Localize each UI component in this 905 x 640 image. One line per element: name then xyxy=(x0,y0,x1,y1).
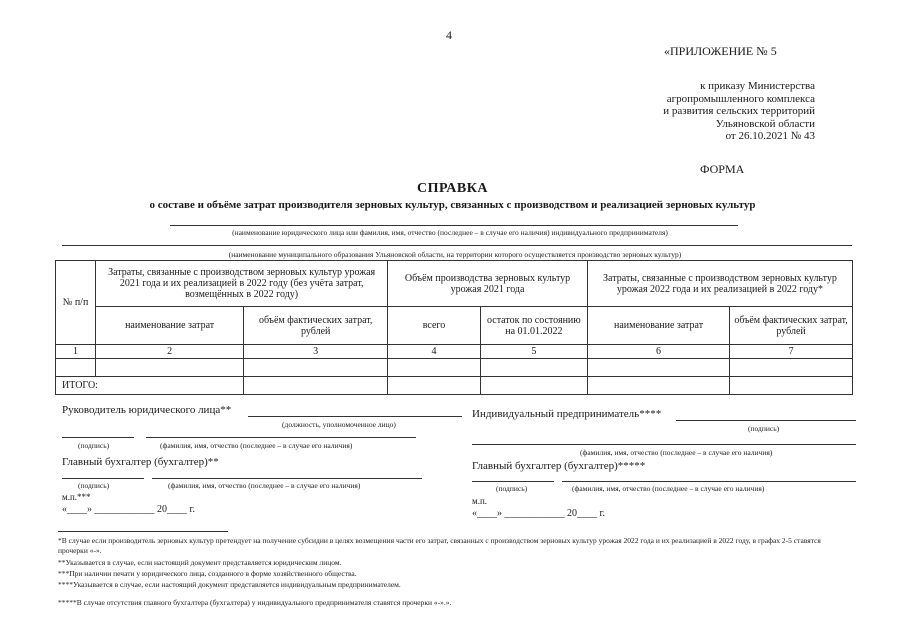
total-cell[interactable] xyxy=(730,377,853,395)
entrepreneur-label: Индивидуальный предприниматель**** xyxy=(472,408,662,420)
municipality-caption: (наименование муниципального образования Ульяновской области, на территории которого осуществляется производство зерновых культур) xyxy=(228,250,682,259)
table-cell[interactable] xyxy=(587,359,729,377)
total-cell[interactable] xyxy=(587,377,729,395)
head-sign-caption: (подпись) xyxy=(78,441,110,450)
municipality-line[interactable] xyxy=(62,245,852,246)
date-left: «____» ____________ 20____ г. xyxy=(62,504,195,515)
col-number: 5 xyxy=(480,345,587,359)
head-name-caption: (фамилия, имя, отчество (последнее – в случае его наличия) xyxy=(160,441,353,450)
col-number: 6 xyxy=(587,345,729,359)
total-cell[interactable] xyxy=(244,377,388,395)
total-row xyxy=(56,377,853,395)
mp-right: м.п. xyxy=(472,496,488,506)
producer-name-line[interactable] xyxy=(170,225,738,226)
footnote-divider xyxy=(58,531,228,532)
mp-left: м.п.*** xyxy=(62,492,91,502)
ent-sign-caption: (подпись) xyxy=(748,424,780,433)
col-number: 1 xyxy=(56,345,96,359)
col-number: 2 xyxy=(96,345,244,359)
table-cell[interactable] xyxy=(480,359,587,377)
ent-name-line[interactable] xyxy=(472,444,856,445)
order-line: Ульяновской области xyxy=(715,117,815,130)
costs-table xyxy=(55,260,853,395)
acc-left-name-line[interactable] xyxy=(152,478,422,479)
col-number: 3 xyxy=(244,345,388,359)
footnote-1: *В случае если производитель зерновых культур претендует на получение субсидии в целях возмещения части его затрат, связанных с производством зерновых культур урожая 2022 года и их реализацией в 2022 году, в графах 2-5 ставятся прочерки «-». xyxy=(58,536,821,555)
footnote-4: ****Указывается в случае, если настоящий документ представляется индивидуальным предпринимателем. xyxy=(58,580,401,589)
order-line: к приказу Министерства xyxy=(700,80,815,92)
sub-total: всего xyxy=(388,307,481,345)
head-label: Руководитель юридического лица** xyxy=(62,404,232,416)
group3-header: Затраты, связанные с производством зерновых культур урожая 2022 года и их реализацией в 2022 году* xyxy=(587,261,852,307)
form-label: ФОРМА xyxy=(700,162,745,176)
accountant-right-label: Главный бухгалтер (бухгалтер)***** xyxy=(472,460,646,472)
acc-left-sign-caption: (подпись) xyxy=(78,481,110,490)
table-cell[interactable] xyxy=(56,359,96,377)
table-cell[interactable] xyxy=(96,359,244,377)
table-row xyxy=(56,359,853,377)
ent-sign-line[interactable] xyxy=(676,420,856,421)
col-number: 7 xyxy=(730,345,853,359)
sub-remainder: остаток по состоянию на 01.01.2022 xyxy=(480,307,587,345)
order-reference xyxy=(555,80,815,143)
acc-right-name-caption: (фамилия, имя, отчество (последнее – в случае его наличия) xyxy=(572,484,765,493)
ent-name-caption: (фамилия, имя, отчество (последнее – в случае его наличия) xyxy=(580,448,773,457)
total-label: ИТОГО: xyxy=(56,377,244,395)
producer-caption: (наименование юридического лица или фамилия, имя, отчество (последнее – в случае его наличия) индивидуального предпринимателя) xyxy=(232,228,668,237)
total-cell[interactable] xyxy=(480,377,587,395)
group1-header: Затраты, связанные с производством зерновых культур урожая 2021 года и их реализацией в 2022 году (без учёта затрат, возмещённых в 2022 году) xyxy=(96,261,388,307)
total-cell[interactable] xyxy=(388,377,481,395)
date-right: «____» ____________ 20____ г. xyxy=(472,508,605,519)
head-name-line[interactable] xyxy=(146,437,416,438)
group2-header: Объём производства зерновых культур урожая 2021 года xyxy=(388,261,588,307)
table-cell[interactable] xyxy=(730,359,853,377)
table-cell[interactable] xyxy=(388,359,481,377)
sub-cost-volume-1: объём фактических затрат, рублей xyxy=(244,307,388,345)
acc-left-sign-line[interactable] xyxy=(62,478,144,479)
col-num-header: № п/п xyxy=(56,261,96,345)
acc-left-name-caption: (фамилия, имя, отчество (последнее – в случае его наличия) xyxy=(168,481,361,490)
acc-right-sign-caption: (подпись) xyxy=(496,484,528,493)
document-title: СПРАВКА xyxy=(417,181,488,196)
acc-right-sign-line[interactable] xyxy=(472,481,554,482)
head-position-line[interactable] xyxy=(248,416,462,417)
order-line: и развития сельских территорий xyxy=(663,105,815,117)
accountant-left-label: Главный бухгалтер (бухгалтер)** xyxy=(62,456,219,468)
order-date: от 26.10.2021 № 43 xyxy=(725,130,815,142)
sub-cost-volume-2: объём фактических затрат, рублей xyxy=(730,307,853,345)
footnote-2: **Указывается в случае, если настоящий документ представляется юридическим лицом. xyxy=(58,558,342,567)
order-line: агропромышленного комплекса xyxy=(666,92,815,105)
sub-cost-name-2: наименование затрат xyxy=(587,307,729,345)
head-caption: (должность, уполномоченное лицо) xyxy=(282,420,396,429)
sub-cost-name-1: наименование затрат xyxy=(96,307,244,345)
page-number: 4 xyxy=(446,28,452,42)
head-sign-line[interactable] xyxy=(62,437,134,438)
footnote-3: ***При наличии печати у юридического лица, созданного в форме хозяйственного общества. xyxy=(58,569,357,578)
col-number: 4 xyxy=(388,345,481,359)
appendix-heading: «ПРИЛОЖЕНИЕ № 5 xyxy=(664,44,777,58)
acc-right-name-line[interactable] xyxy=(562,481,856,482)
document-subtitle: о составе и объёме затрат производителя зерновых культур, связанных с производством и реализацией зерновых культур xyxy=(149,199,756,211)
footnote-5: *****В случае отсутствия главного бухгалтера (бухгалтера) у индивидуального предпринимателя ставятся прочерки «-».». xyxy=(58,598,452,607)
table-cell[interactable] xyxy=(244,359,388,377)
